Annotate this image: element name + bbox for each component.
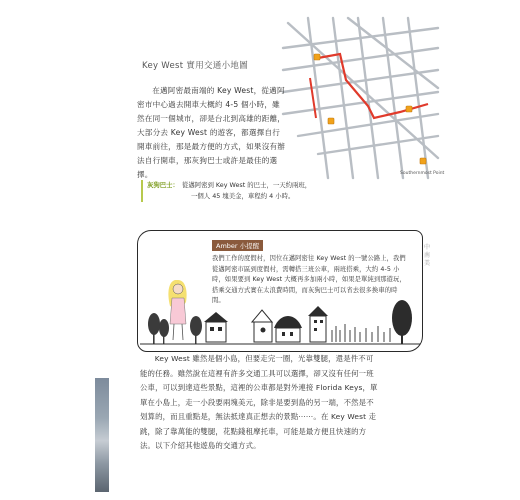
photo-strip bbox=[95, 378, 109, 492]
tip-block bbox=[141, 180, 347, 202]
tip-line-2: 一個人 45 塊美金，車程約 4 小時。 bbox=[191, 192, 295, 200]
tall-tree bbox=[392, 300, 412, 344]
house-3 bbox=[274, 316, 302, 342]
intro-paragraph: 在邁阿密最南端的 Key West，從邁阿密市中心過去開車大概約 4-5 個小時，雖然在同一個城市，卻是台北到高雄的距離，大部分去 Key West 的遊客，都選擇自行開車前往，那是最方便的方式，如果沒有辦法自行開車，那灰狗巴士或許是最佳的選擇。 bbox=[137, 86, 286, 179]
amber-text: 我們工作的度假村，因位在邁阿密往 Key West 的一號公路上，我們從邁阿密市區到度假村，需轉搭三班公車，兩班搭乘，大約 4-5 小時，如果要到 Key West 大概再多加兩小時，如果是單純到那遊玩，搭乘交通方式實在太浪費時間，而灰狗巴士可以省去很多換車的時間。 bbox=[212, 255, 406, 304]
illustration-scene bbox=[140, 272, 420, 352]
tip-label: 灰狗巴士： bbox=[147, 181, 179, 189]
tip-line-1: 從邁阿密到 Key West 的巴士，一天約兩班， bbox=[181, 181, 312, 189]
key-west-map bbox=[288, 18, 445, 183]
map-label-southernmost: Southernmost Point bbox=[400, 171, 445, 176]
girl-figure bbox=[168, 280, 186, 340]
house-4 bbox=[308, 306, 328, 342]
section-title: Key West 實用交通小地圖 bbox=[142, 61, 249, 71]
side-page-mark: 中 南 美 bbox=[423, 244, 430, 267]
house-1 bbox=[204, 312, 228, 342]
grass bbox=[332, 324, 390, 342]
body-paragraph: Key West 雖然是個小島，但要走完一圈，光靠雙腿，還是件不可能的任務。雖然說在這裡有許多交通工具可以選擇，卻又沒有任何一班公車，可以到達這些景點，這裡的公車都是對外連接 Florida Keys，單單在小島上，走一小段要兩塊美元，除非是要到島的另一端，不然是不划算的，而且重點是，無法抵達真正想去的景點⋯⋯。在 Key West 走跳，除了靠萬能的雙腿，花點錢租摩托車，可能是最方便且快速的方法。以下介紹其他遊島的交通方式。 bbox=[140, 354, 378, 450]
house-2 bbox=[252, 310, 272, 342]
amber-tag: Amber 小提醒 bbox=[212, 240, 263, 251]
